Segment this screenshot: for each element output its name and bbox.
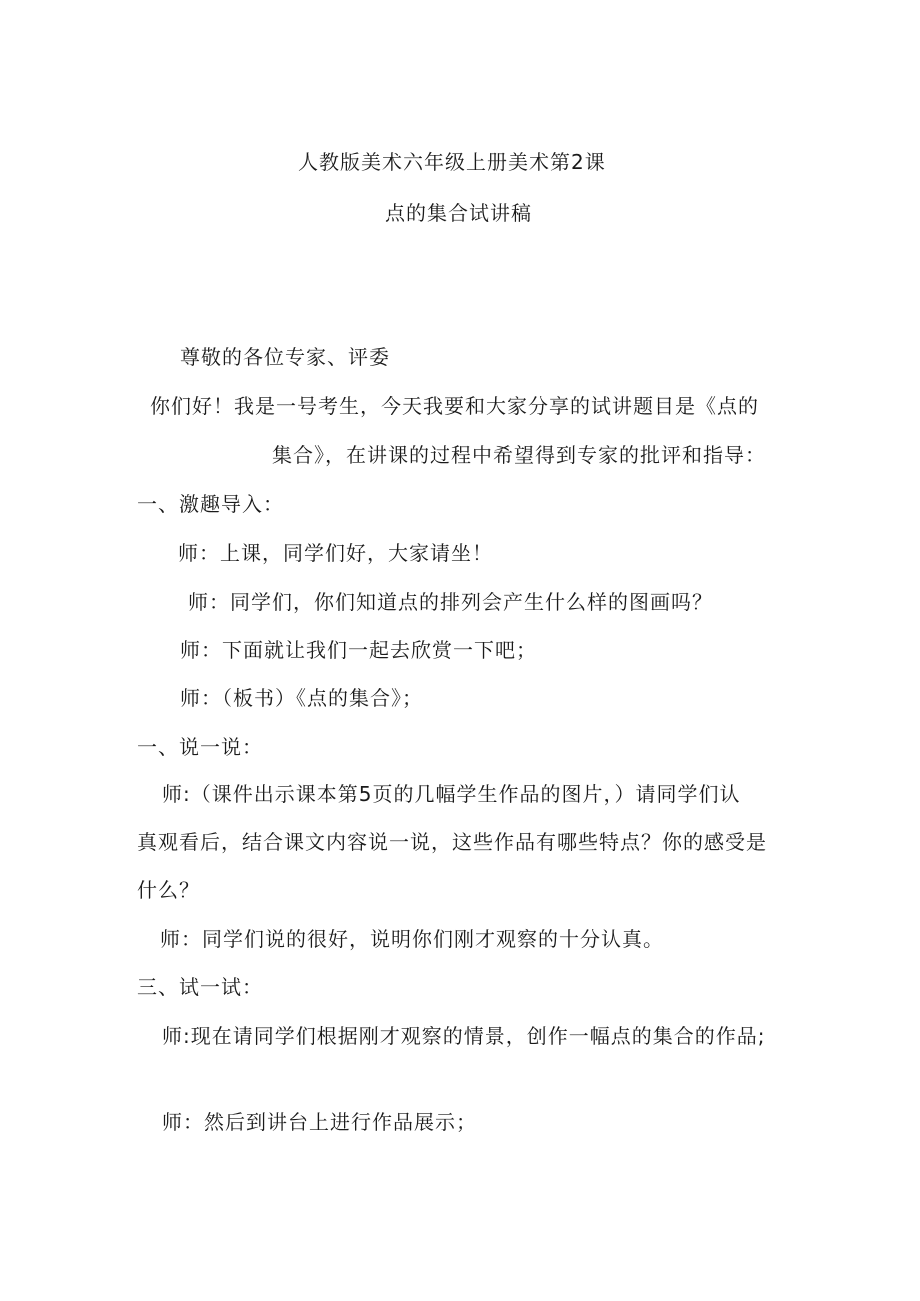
section-1-line-1: 师：上课，同学们好，大家请坐！ bbox=[178, 541, 493, 565]
section-2-heading: 一、说一说： bbox=[137, 735, 263, 759]
section-2-paragraph-line-2: 真观看后，结合课文内容说一说，这些作品有哪些特点？你的感受是 bbox=[137, 830, 767, 854]
document-title: 人教版美术六年级上册美术第2课 bbox=[298, 150, 606, 174]
section-3-line-1: 师:现在请同学们根据刚才观察的情景，创作一幅点的集合的作品; bbox=[162, 1024, 766, 1048]
section-2-line-4: 师：同学们说的很好，说明你们刚才观察的十分认真。 bbox=[160, 927, 664, 951]
greeting-line: 尊敬的各位专家、评委 bbox=[180, 345, 390, 369]
section-1-line-2: 师：同学们，你们知道点的排列会产生什么样的图画吗？ bbox=[188, 590, 713, 614]
document-subtitle: 点的集合试讲稿 bbox=[385, 201, 532, 225]
section-3-line-2: 师：然后到讲台上进行作品展示； bbox=[162, 1110, 477, 1134]
section-3-heading: 三、试一试： bbox=[137, 975, 263, 999]
intro-line-2: 集合》，在讲课的过程中希望得到专家的批评和指导： bbox=[272, 443, 766, 467]
section-2-paragraph-line-1: 师:（课件出示课本第5页的几幅学生作品的图片，）请同学们认 bbox=[162, 782, 741, 806]
section-1-line-3: 师：下面就让我们一起去欣赏一下吧； bbox=[180, 638, 537, 662]
intro-line-1: 你们好！我是一号考生，今天我要和大家分享的试讲题目是《点的 bbox=[150, 394, 759, 418]
section-2-paragraph-line-3: 什么？ bbox=[137, 878, 200, 902]
section-1-line-4: 师：（板书）《点的集合》； bbox=[180, 686, 423, 710]
section-1-heading: 一、激趣导入： bbox=[137, 492, 284, 516]
